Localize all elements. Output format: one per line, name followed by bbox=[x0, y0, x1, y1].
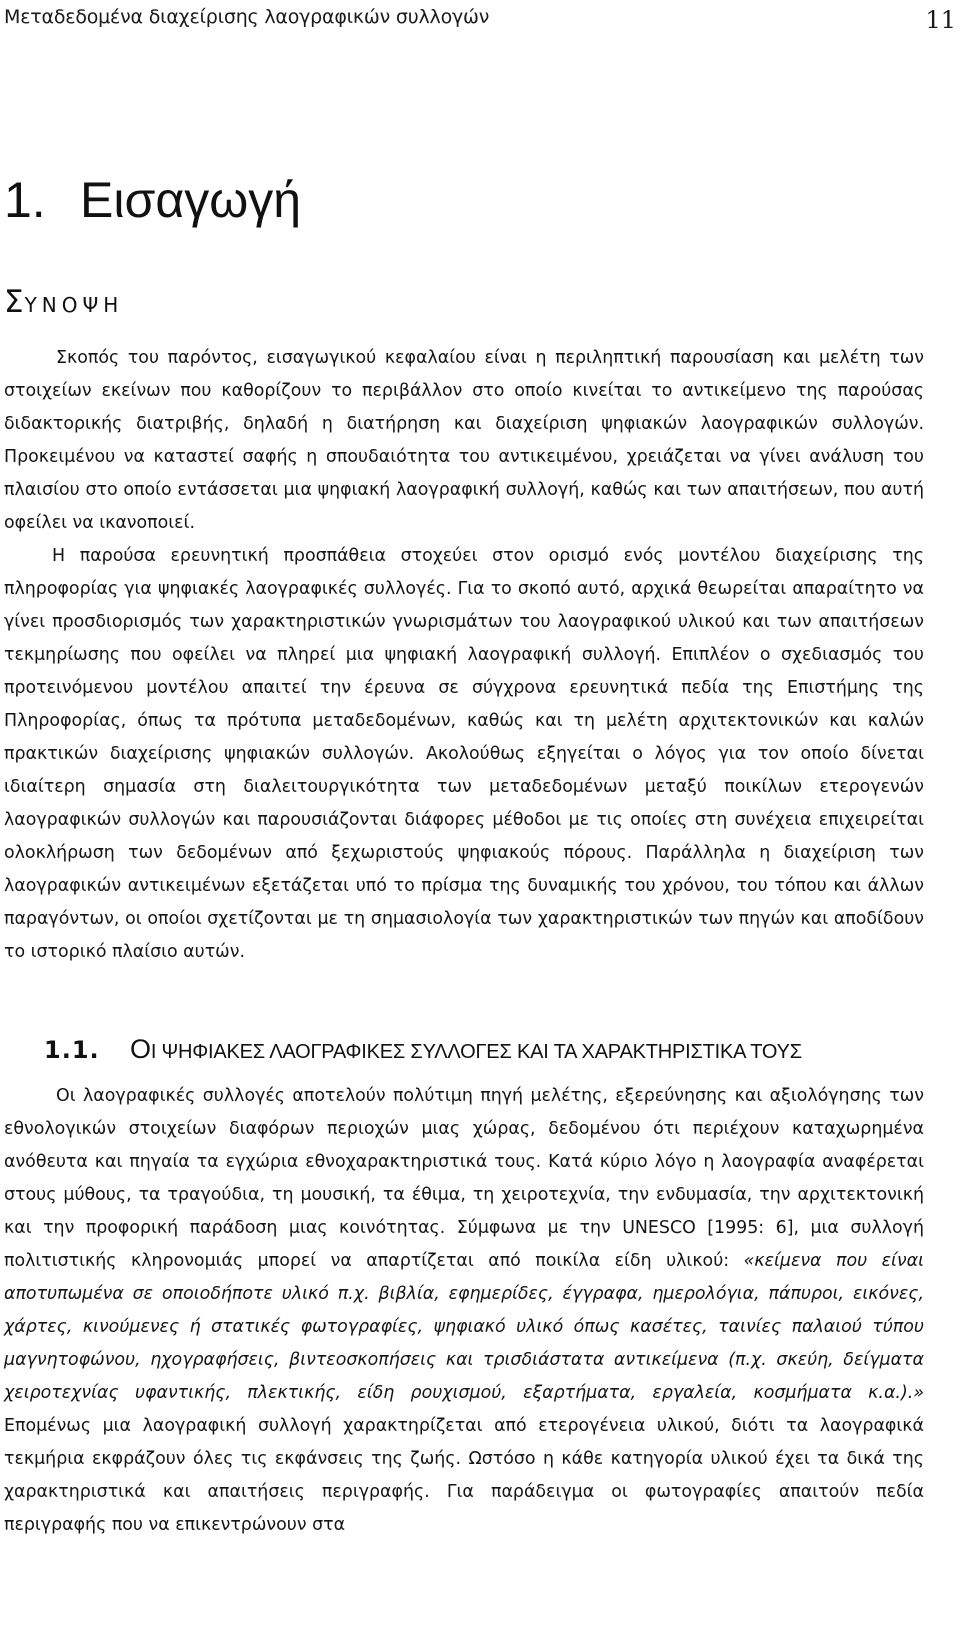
section-body bbox=[4, 1080, 924, 1542]
section-paragraph bbox=[4, 1080, 924, 1542]
page-number: 11 bbox=[925, 6, 956, 34]
paragraph-text: Οι λαογραφικές συλλογές αποτελούν πολύτιμη πηγή μελέτης, εξερεύνησης και αξιολόγησης των εθνολογικών στοιχείων διαφόρων περιοχών μιας χώρας, δεδομένου ότι περιέχουν καταχωρημένα ανόθευτα και πηγαία τα εγχώρια εθνοχαρακτηριστικά τους. Κατά κύριο λόγο η λαογραφία αναφέρεται στους μύθους, τα τραγούδια, τη μουσική, τα έθιμα, τη χειροτεχνία, την ενδυμασία, την αρχιτεκτονική και την προφορική παράδοση μιας κοινότητας. Σύμφωνα με την UNESCO [1995: 6], μια συλλογή πολιτιστικής κληρονομιάς μπορεί να απαρτίζεται από ποικίλα είδη υλικού: bbox=[4, 1086, 924, 1271]
unesco-quote: «κείμενα που είναι αποτυπωμένα σε οποιοδήποτε υλικό π.χ. βιβλία, εφημερίδες, έγγραφα, ημερολόγια, πάπυροι, εικόνες, χάρτες, κινούμενες ή στατικές φωτογραφίες, ψηφιακό υλικό όπως κασέτες, ταινίες παλαιού τύπου μαγνητοφώνου, ηχογραφήσεις, βιντεοσκοπήσεις και τρισδιάστατα αντικείμενα (π.χ. σκεύη, δείγματα χειροτεχνίας υφαντικής, πλεκτικής, είδη ρουχισμού, εξαρτήματα, εργαλεία, κοσμήματα κ.α.).» bbox=[4, 1251, 924, 1403]
summary-heading-initial: Σ bbox=[4, 284, 25, 320]
chapter-title-text: Εισαγωγή bbox=[80, 172, 302, 228]
chapter-number: 1. bbox=[4, 172, 46, 228]
running-header-title: Μεταδεδομένα διαχείρισης λαογραφικών συλλογών bbox=[4, 6, 490, 28]
running-header bbox=[4, 2, 956, 32]
paragraph-text: Επομένως μια λαογραφική συλλογή χαρακτηρίζεται από ετερογένεια υλικού, διότι τα λαογραφικά τεκμήρια εκφράζουν όλες τις εκφάνσεις της ζωής. Ωστόσο η κάθε κατηγορία υλικού έχει τα δικά της χαρακτηριστικά και απαιτήσεις περιγραφής. Για παράδειγμα οι φωτογραφίες απαιτούν πεδία περιγραφής που να επικεντρώνουν στα bbox=[4, 1416, 924, 1535]
summary-body bbox=[4, 342, 924, 969]
section-title-initial: Ο bbox=[130, 1034, 151, 1064]
chapter-title bbox=[4, 170, 301, 230]
section-title bbox=[130, 1034, 802, 1064]
summary-heading-rest: ΥΝΟΨΗ bbox=[24, 293, 124, 317]
section-heading bbox=[44, 1034, 802, 1065]
summary-heading bbox=[4, 284, 123, 323]
section-title-rest: Ι ΨΗΦΙΑΚΕΣ ΛΑΟΓΡΑΦΙΚΕΣ ΣΥΛΛΟΓΕΣ ΚΑΙ ΤΑ ΧΑΡΑΚΤΗΡΙΣΤΙΚΑ ΤΟΥΣ bbox=[150, 1041, 802, 1063]
section-number: 1.1. bbox=[44, 1036, 100, 1064]
summary-paragraph: Η παρούσα ερευνητική προσπάθεια στοχεύει στον ορισμό ενός μοντέλου διαχείρισης της πληροφορίας για ψηφιακές λαογραφικές συλλογές. Για το σκοπό αυτό, αρχικά θεωρείται απαραίτητο να γίνει προσδιορισμός των χαρακτηριστικών γνωρισμάτων του λαογραφικού υλικού και των απαιτήσεων τεκμηρίωσης που οφείλει να πληρεί μια ψηφιακή λαογραφική συλλογή. Επιπλέον ο σχεδιασμός του προτεινόμενου μοντέλου απαιτεί την έρευνα σε σύγχρονα ερευνητικά πεδία της Επιστήμης της Πληροφορίας, όπως τα πρότυπα μεταδεδομένων, καθώς και τη μελέτη αρχιτεκτονικών και καλών πρακτικών διαχείρισης ψηφιακών συλλογών. Ακολούθως εξηγείται ο λόγος για τον οποίο δίνεται ιδιαίτερη σημασία στη διαλειτουργικότητα των μεταδεδομένων μεταξύ ποικίλων ετερογενών λαογραφικών συλλογών και παρουσιάζονται διάφορες μέθοδοι με τις οποίες στη συνέχεια επιχειρείται ολοκλήρωση των δεδομένων από ξεχωριστούς ψηφιακούς πόρους. Παράλληλα η διαχείριση των λαογραφικών αντικειμένων εξετάζεται υπό το πρίσμα της δυναμικής του χρόνου, του τόπου και άλλων παραγόντων, οι οποίοι σχετίζονται με τη σημασιολογία των χαρακτηριστικών των πηγών και αποδίδουν το ιστορικό πλαίσιο αυτών. bbox=[4, 546, 924, 962]
summary-paragraph: Σκοπός του παρόντος, εισαγωγικού κεφαλαίου είναι η περιληπτική παρουσίαση και μελέτη των στοιχείων εκείνων που καθορίζουν το περιβάλλον στο οποίο κινείται το αντικείμενο της παρούσας διδακτορικής διατριβής, δηλαδή η διατήρηση και διαχείριση ψηφιακών λαογραφικών συλλογών. Προκειμένου να καταστεί σαφής η σπουδαιότητα του αντικειμένου, χρειάζεται να γίνει ανάλυση του πλαισίου στο οποίο εντάσσεται μια ψηφιακή λαογραφική συλλογή, καθώς και των απαιτήσεων, που αυτή οφείλει να ικανοποιεί. bbox=[4, 348, 924, 533]
